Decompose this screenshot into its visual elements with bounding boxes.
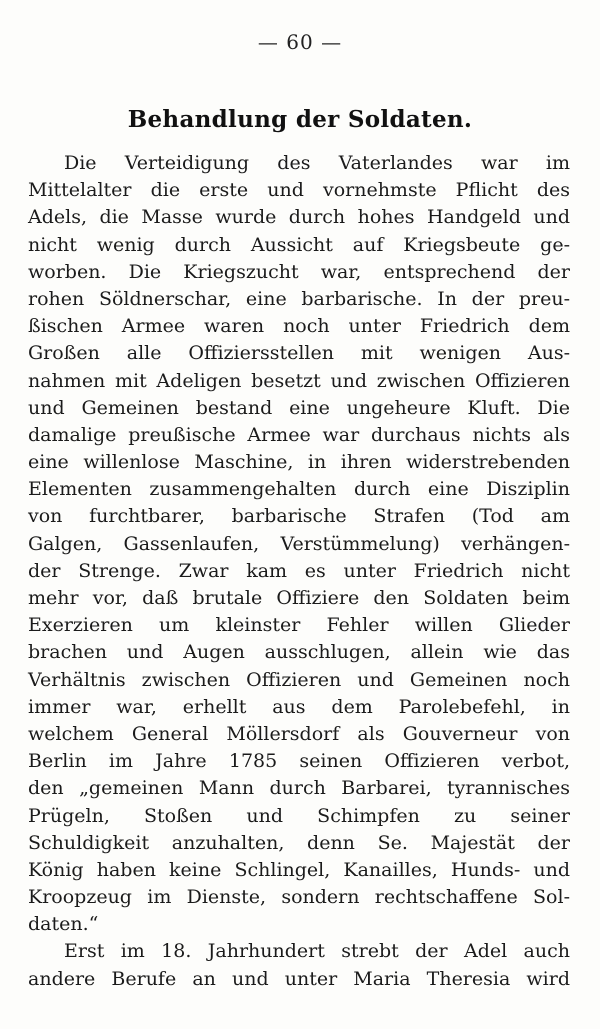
text-line: immer war, erhellt aus dem Parolebefehl, in xyxy=(28,695,570,718)
text-line: Erst im 18. Jahrhundert strebt der Adel auch xyxy=(64,940,570,963)
text-line: König haben keine Schlingel, Kanailles, Hunds- und xyxy=(28,858,570,881)
text-line: Schuldigkeit anzuhalten, denn Se. Majestät der xyxy=(28,831,570,854)
paragraph-1 xyxy=(28,150,570,938)
text-line: welchem General Möllersdorf als Gouverneur von xyxy=(28,722,570,745)
text-line: der Strenge. Zwar kam es unter Friedrich nicht xyxy=(28,559,570,582)
text-line: Galgen, Gassenlaufen, Verstümmelung) verhängen- xyxy=(28,532,570,555)
text-line: eine willenlose Maschine, in ihren widerstrebenden xyxy=(28,451,570,474)
text-line: von furchtbarer, barbarische Strafen (Tod am xyxy=(28,505,570,528)
text-line: rohen Söldnerschar, eine barbarische. In der preu- xyxy=(28,287,570,310)
text-line: und Gemeinen bestand eine ungeheure Kluft. Die xyxy=(28,396,570,419)
text-line: nicht wenig durch Aussicht auf Kriegsbeute ge- xyxy=(28,233,570,256)
text-line: Berlin im Jahre 1785 seinen Offizieren verbot, xyxy=(28,750,570,773)
text-line: Großen alle Offiziersstellen mit wenigen Aus- xyxy=(28,342,570,365)
text-line: ßischen Armee waren noch unter Friedrich dem xyxy=(28,315,570,338)
text-line: damalige preußische Armee war durchaus nichts als xyxy=(28,423,570,446)
text-line: daten.“ xyxy=(28,913,99,936)
text-line: Verhältnis zwischen Offizieren und Gemeinen noch xyxy=(28,668,570,691)
text-line: Die Verteidigung des Vaterlandes war im xyxy=(64,152,570,174)
paragraph-2 xyxy=(28,938,570,992)
text-line: Exerzieren um kleinster Fehler willen Glieder xyxy=(28,614,570,637)
text-line: brachen und Augen ausschlugen, allein wie das xyxy=(28,641,570,664)
text-line: worben. Die Kriegszucht war, entsprechend der xyxy=(28,260,570,283)
text-line: Adels, die Masse wurde durch hohes Handgeld und xyxy=(28,206,570,229)
text-line: Mittelalter die erste und vornehmste Pflicht des xyxy=(28,179,570,202)
body-text xyxy=(28,150,570,993)
section-heading: Behandlung der Soldaten. xyxy=(127,106,473,133)
text-line: nahmen mit Adeligen besetzt und zwischen Offizieren xyxy=(28,369,570,392)
text-line: den „gemeinen Mann durch Barbarei, tyrannisches xyxy=(28,777,570,800)
text-line: mehr vor, daß brutale Offiziere den Soldaten beim xyxy=(28,587,570,609)
text-line: Prügeln, Stoßen und Schimpfen zu seiner xyxy=(28,804,570,827)
page-number: — 60 — xyxy=(257,30,343,54)
text-line: Kroopzeug im Dienste, sondern rechtschaffene Sol- xyxy=(28,886,570,909)
text-line: Elementen zusammengehalten durch eine Disziplin xyxy=(28,478,570,501)
text-line: andere Berufe an und unter Maria Theresia wird xyxy=(28,967,570,990)
